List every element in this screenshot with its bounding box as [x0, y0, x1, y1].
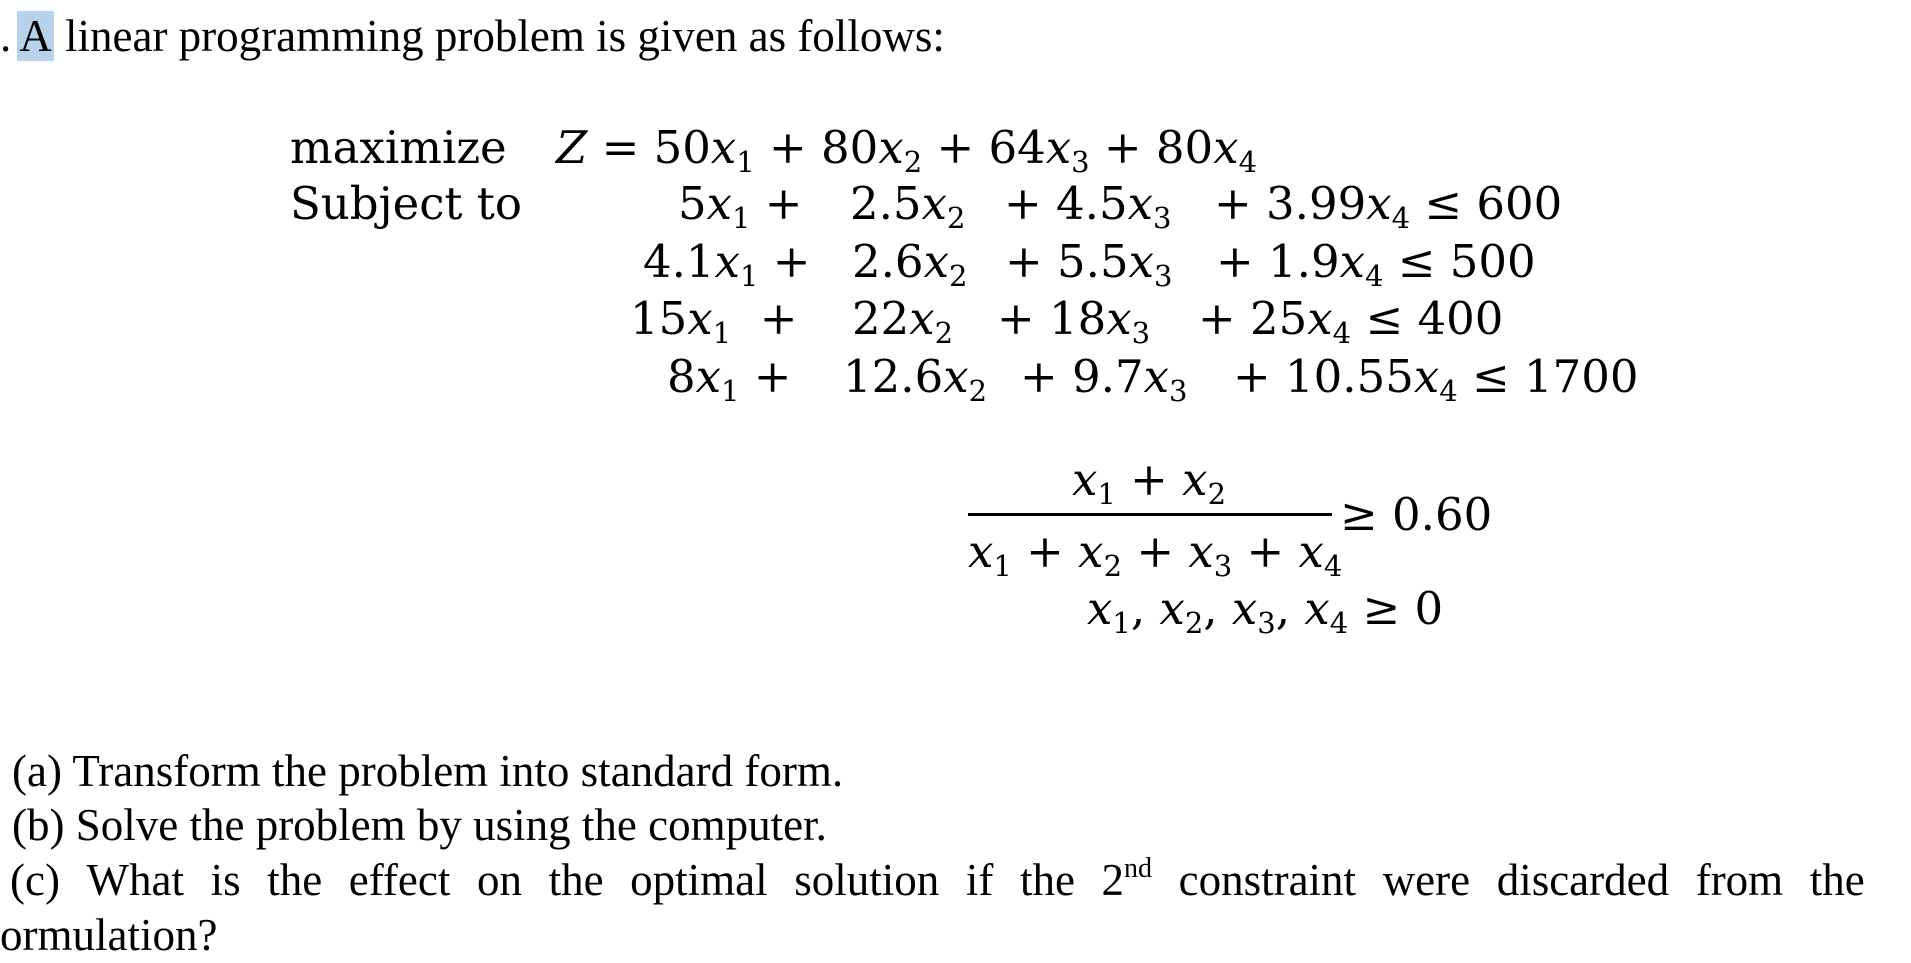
coef: 18 [1049, 292, 1107, 345]
rhs: 500 [1449, 235, 1536, 288]
coef: 5 [678, 177, 707, 230]
obj-plus: + [754, 121, 822, 174]
word: effect [348, 855, 451, 905]
word: were [1382, 855, 1471, 905]
ordinal-number: 2 [1101, 855, 1125, 905]
nonnegativity-constraint: $x_1$, $x_2$, $x_3$, $x_4 \ge 0$ [1087, 582, 1444, 640]
fraction-bar [968, 513, 1332, 516]
fraction-denominator: $x_1 + x_2 + x_3 + x_4$ [968, 525, 1343, 583]
ordinal-suffix: nd [1124, 853, 1153, 884]
word: discarded [1496, 855, 1670, 905]
coef: 8 [667, 350, 696, 403]
objective-function [556, 119, 1257, 177]
obj-term-1-coef: 50 [653, 121, 711, 174]
word: the [1019, 855, 1075, 905]
coef: 9.7 [1072, 350, 1144, 403]
operator: ≤ [1397, 235, 1436, 288]
obj-term-2-coef: 80 [821, 121, 879, 174]
rhs: 600 [1476, 177, 1563, 230]
word: from [1695, 855, 1784, 905]
word: constraint [1178, 855, 1357, 905]
rhs: 400 [1417, 292, 1504, 345]
obj-term-1-sub: 1 [736, 145, 755, 179]
coef: 15 [630, 292, 688, 345]
objective-eq: = [587, 121, 654, 174]
coef: 4.5 [1056, 177, 1128, 230]
obj-term-4-coef: 80 [1155, 121, 1214, 174]
operator: ≤ [1365, 292, 1404, 345]
coef: 3.99 [1266, 177, 1367, 230]
obj-plus: + [922, 121, 989, 174]
rhs: 0.60 [1392, 488, 1493, 541]
coef: 10.55 [1285, 350, 1414, 403]
coef: 5.5 [1057, 235, 1129, 288]
obj-term-3-coef: 64 [988, 121, 1046, 174]
ordinal [1102, 853, 1153, 908]
word: the [1809, 855, 1865, 905]
subject-to-keyword: Subject to [290, 177, 522, 230]
word: if [965, 855, 994, 905]
constraint-2-term-3: + $5.5x_3$ [1005, 235, 1173, 293]
rhs: 0 [1414, 582, 1444, 635]
word: What [86, 855, 184, 905]
obj-term-3-sub: 3 [1071, 145, 1090, 179]
constraint-3-term-3: + $18x_3$ [997, 292, 1151, 350]
constraint-4-term-2: $12.6x_2$ [843, 350, 988, 408]
obj-term-4-sub: 4 [1238, 145, 1258, 179]
coef: 12.6 [843, 350, 944, 403]
ratio-bound [1340, 486, 1492, 544]
intro-bullet: . [0, 11, 12, 61]
obj-plus: + [1089, 121, 1156, 174]
question-c-line-1 [10, 853, 1865, 908]
constraint-4-term-1: $8x_1$ + [667, 350, 792, 408]
maximize-keyword: maximize [290, 121, 507, 174]
obj-term-2-var: x [878, 121, 904, 174]
constraint-3-term-4: + $25x_4 \le 400$ [1198, 292, 1504, 350]
obj-term-3-var: x [1045, 121, 1072, 174]
word: on [476, 855, 522, 905]
word: the [267, 855, 323, 905]
word: solution [794, 855, 940, 905]
constraint-1-term-2: $2.5x_2$ [850, 177, 966, 235]
coef: 1.9 [1268, 235, 1340, 288]
coef: 25 [1250, 292, 1308, 345]
word: the [548, 855, 604, 905]
coef: 2.5 [850, 177, 922, 230]
intro-line [0, 6, 945, 66]
operator: ≥ [1362, 582, 1401, 635]
coef: 22 [852, 292, 910, 345]
objective-lhs: Z [556, 121, 588, 174]
coef: 4.1 [643, 235, 715, 288]
obj-term-1-var: x [710, 121, 737, 174]
question-b: (b) Solve the problem by using the computer. [12, 800, 827, 850]
question-c-line-2: ormulation? [0, 910, 218, 960]
operator: ≤ [1472, 350, 1510, 403]
constraint-2-term-2: $2.6x_2$ [852, 235, 968, 293]
intro-text: linear programming problem is given as follows: [53, 11, 945, 61]
constraint-1-term-1: $5x_1$ + [678, 177, 803, 235]
constraint-1-term-3: + $4.5x_3$ [1004, 177, 1172, 235]
constraint-4-term-4: + $10.55x_4 \le 1700$ [1233, 350, 1639, 408]
highlighted-word: A [19, 11, 52, 61]
constraint-2-term-1: $4.1x_1$ + [643, 235, 811, 293]
word: is [210, 855, 241, 905]
constraint-3-term-2: $22x_2$ [852, 292, 954, 350]
word: optimal [630, 855, 768, 905]
constraint-2-term-4: + $1.9x_4 \le 500$ [1216, 235, 1536, 293]
question-a: (a) Transform the problem into standard form. [12, 746, 844, 796]
constraint-3-term-1: $15x_1$ + [630, 292, 798, 350]
obj-term-4-var: x [1213, 121, 1239, 174]
coef: 2.6 [852, 235, 924, 288]
obj-term-2-sub: 2 [903, 145, 923, 179]
constraint-1-term-4: + $3.99x_4 \le 600$ [1214, 177, 1563, 235]
rhs: 1700 [1524, 350, 1639, 403]
operator: ≤ [1424, 177, 1463, 230]
constraint-4-term-3: + $9.7x_3$ [1020, 350, 1188, 408]
word: (c) [10, 855, 60, 905]
operator: ≥ [1340, 488, 1378, 541]
fraction-numerator: $x_1 + x_2$ [1072, 453, 1227, 511]
